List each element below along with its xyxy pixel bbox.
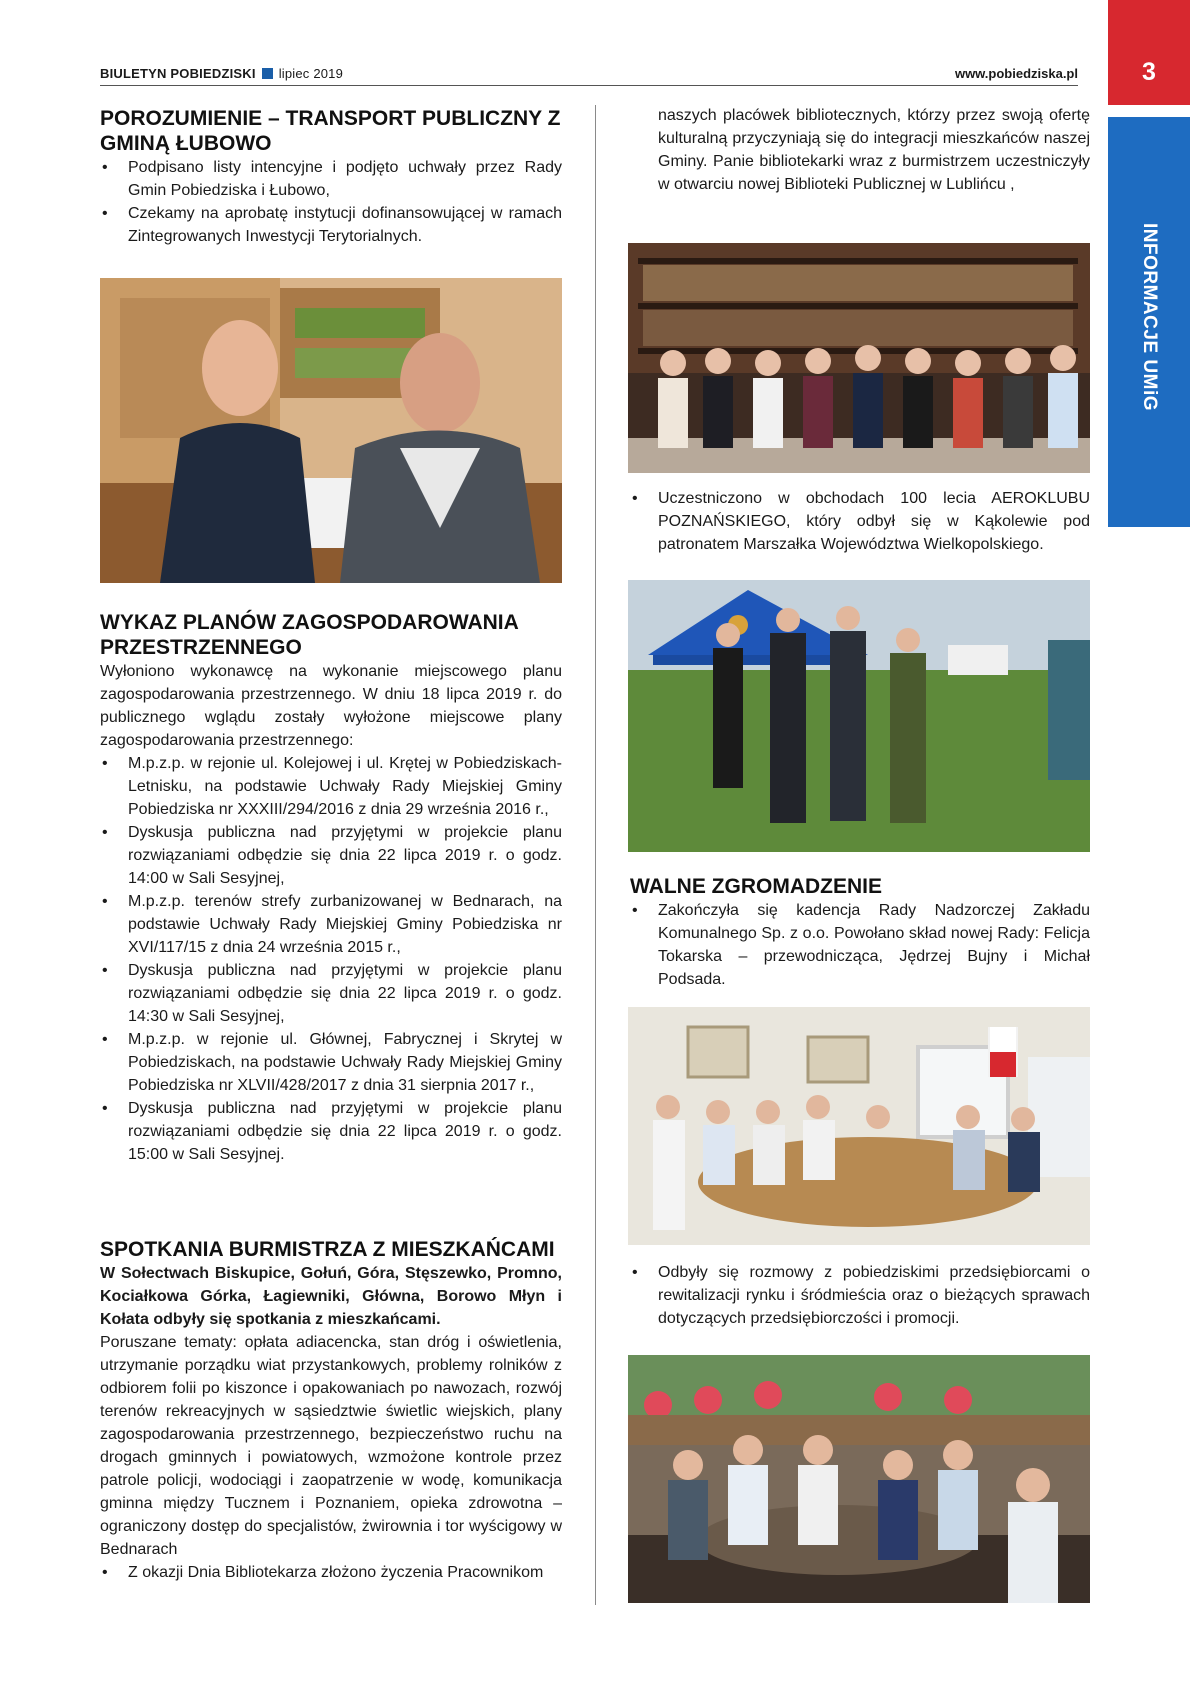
list-item: • Dyskusja publiczna nad przyjętymi w projekcie planu rozwiązaniami odbędzie się dnia 22 lipca 2019 r. o godz. 14:00 w Sali Sesyjnej, (128, 821, 562, 890)
photo-aeroclub (628, 580, 1090, 852)
section-transport (100, 106, 562, 248)
list-item: • Dyskusja publiczna nad przyjętymi w projekcie planu rozwiązaniami odbędzie się dnia 22 lipca 2019 r. o godz. 15:00 w Sali Sesyjnej. (128, 1097, 562, 1166)
list-item: • Z okazji Dnia Bibliotekarza złożono życzenia Pracownikom (128, 1561, 562, 1584)
list-item: • M.p.z.p. terenów strefy zurbanizowanej w Bednarach, na podstawie Uchwały Rady Miejskiej Gminy Pobiedziska nr XVI/117/15 z dnia 24 września 2015 r., (128, 890, 562, 959)
section-title-general-meeting: WALNE ZGROMADZENIE (630, 875, 882, 898)
list-item: • Odbyły się rozmowy z pobiedziskimi przedsiębiorcami o rewitalizacji rynku i śródmieścia oraz o bieżących sprawach dotyczących przedsiębiorczości i promocji. (658, 1261, 1090, 1330)
page-number: 3 (1142, 58, 1156, 86)
mayor-meetings-lead: W Sołectwach Biskupice, Gołuń, Góra, Stęszewko, Promno, Kociałkowa Górka, Łagiewniki, Główna, Borowo Młyn i Kołata odbyły się spotkania z mieszkańcami. (100, 1265, 562, 1328)
spatial-plans-intro: Wyłoniono wykonawcę na wykonanie miejscowego planu zagospodarowania przestrzennego. W dniu 18 lipca 2019 r. do publicznego wglądu zostały wyłożone miejscowe plany zagospodarowania przestrzennego: (100, 663, 562, 749)
list-item: • Dyskusja publiczna nad przyjętymi w projekcie planu rozwiązaniami odbędzie się dnia 22 lipca 2019 r. o godz. 14:30 w Sali Sesyjnej, (128, 959, 562, 1028)
section-title-spatial-plans: WYKAZ PLANÓW ZAGOSPODAROWANIA PRZESTRZENNEGO (100, 611, 519, 659)
list-item: • Podpisano listy intencyjne i podjęto uchwały przez Rady Gmin Pobiedziska i Łubowo, (128, 156, 562, 202)
general-meeting-list (630, 899, 1090, 991)
photo-general-meeting (628, 1007, 1090, 1245)
publication-title: BIULETYN POBIEDZISKI (100, 66, 256, 81)
website-link[interactable]: www.pobiedziska.pl (954, 66, 1078, 81)
business-section (630, 1261, 1090, 1330)
list-item: • Uczestniczono w obchodach 100 lecia AEROKLUBU POZNAŃSKIEGO, który odbył się w Kąkolewie pod patronatem Marszałka Województwa Wielkopolskiego. (658, 487, 1090, 556)
library-continuation: naszych placówek bibliotecznych, którzy przez swoją ofertę kulturalną przyczyniają się do integracji mieszkańców naszej Gminy. Panie bibliotekarki wraz z burmistrzem uczestniczyły w otwarciu nowej Biblioteki Publicznej w Lublińcu , (658, 107, 1090, 193)
list-item: • Czekamy na aprobatę instytucji dofinansowującej w ramach Zintegrowanych Inwestycji Terytorialnych. (128, 202, 562, 248)
list-item: • Zakończyła się kadencja Rady Nadzorczej Zakładu Komunalnego Sp. z o.o. Powołano skład nowej Rady: Felicja Tokarska – przewodnicząca, Jędrzej Bujny i Michał Podsada. (658, 899, 1090, 991)
issue-date: lipiec 2019 (278, 66, 344, 81)
list-item: • M.p.z.p. w rejonie ul. Głównej, Fabrycznej i Skrytej w Pobiedziskach, na podstawie Uchwały Rady Miejskiej Gminy Pobiedziska nr XLVII/428/2017 z dnia 31 sierpnia 2017 r., (128, 1028, 562, 1097)
section-general-meeting (630, 874, 1090, 991)
section-title-mayor-meetings: SPOTKANIA BURMISTRZA Z MIESZKAŃCAMI (100, 1238, 555, 1261)
section-tab-label: INFORMACJE UMiG (1139, 223, 1160, 411)
aeroclub-section (630, 487, 1090, 556)
aeroclub-list (630, 487, 1090, 556)
mayor-meetings-body: Poruszane tematy: opłata adiacencka, stan dróg i oświetlenia, utrzymanie porządku wiat przystankowych, problemy rolników z odbiorem folii po kiszonce i opakowaniach po nawozach, rozwój terenów rekreacyjnych w sąsiedztwie świetlic wiejskich, plany zagospodarowania przestrzennego, bezpieczeństwo ruchu na drogach gminnych i powiatowych, wzmożone kontrole przez patrole policji, wodociągi i zaopatrzenie w wodę, komunikacja gminna między Tucznem i Poznaniem, opieka zdrowotna – ograniczony dostęp do specjalistów, żwirownia i tor wyścigowy w Bednarach (100, 1334, 562, 1558)
photo-signing-agreement (100, 278, 562, 583)
page-number-tab (1108, 0, 1190, 105)
header-publication (100, 66, 343, 81)
square-icon (262, 68, 273, 79)
librarian-day-list (100, 1561, 562, 1584)
section-title-transport: POROZUMIENIE – TRANSPORT PUBLICZNY Z GMINĄ ŁUBOWO (100, 107, 561, 155)
section-mayor-meetings (100, 1237, 562, 1584)
section-tab-label-wrap (1108, 117, 1190, 527)
column-divider (595, 105, 596, 1605)
list-item: • M.p.z.p. w rejonie ul. Kolejowej i ul. Krętej w Pobiedziskach-Letnisku, na podstawie Uchwały Rady Miejskiej Gminy Pobiedziska nr XXXIII/294/2016 z dnia 29 września 2016 r., (128, 752, 562, 821)
photo-library-opening (628, 243, 1090, 473)
header-divider (100, 85, 1078, 86)
spatial-plans-list (100, 752, 562, 1166)
transport-list (100, 156, 562, 248)
section-spatial-plans (100, 610, 562, 1166)
business-list (630, 1261, 1090, 1330)
photo-entrepreneurs-meeting (628, 1355, 1090, 1603)
